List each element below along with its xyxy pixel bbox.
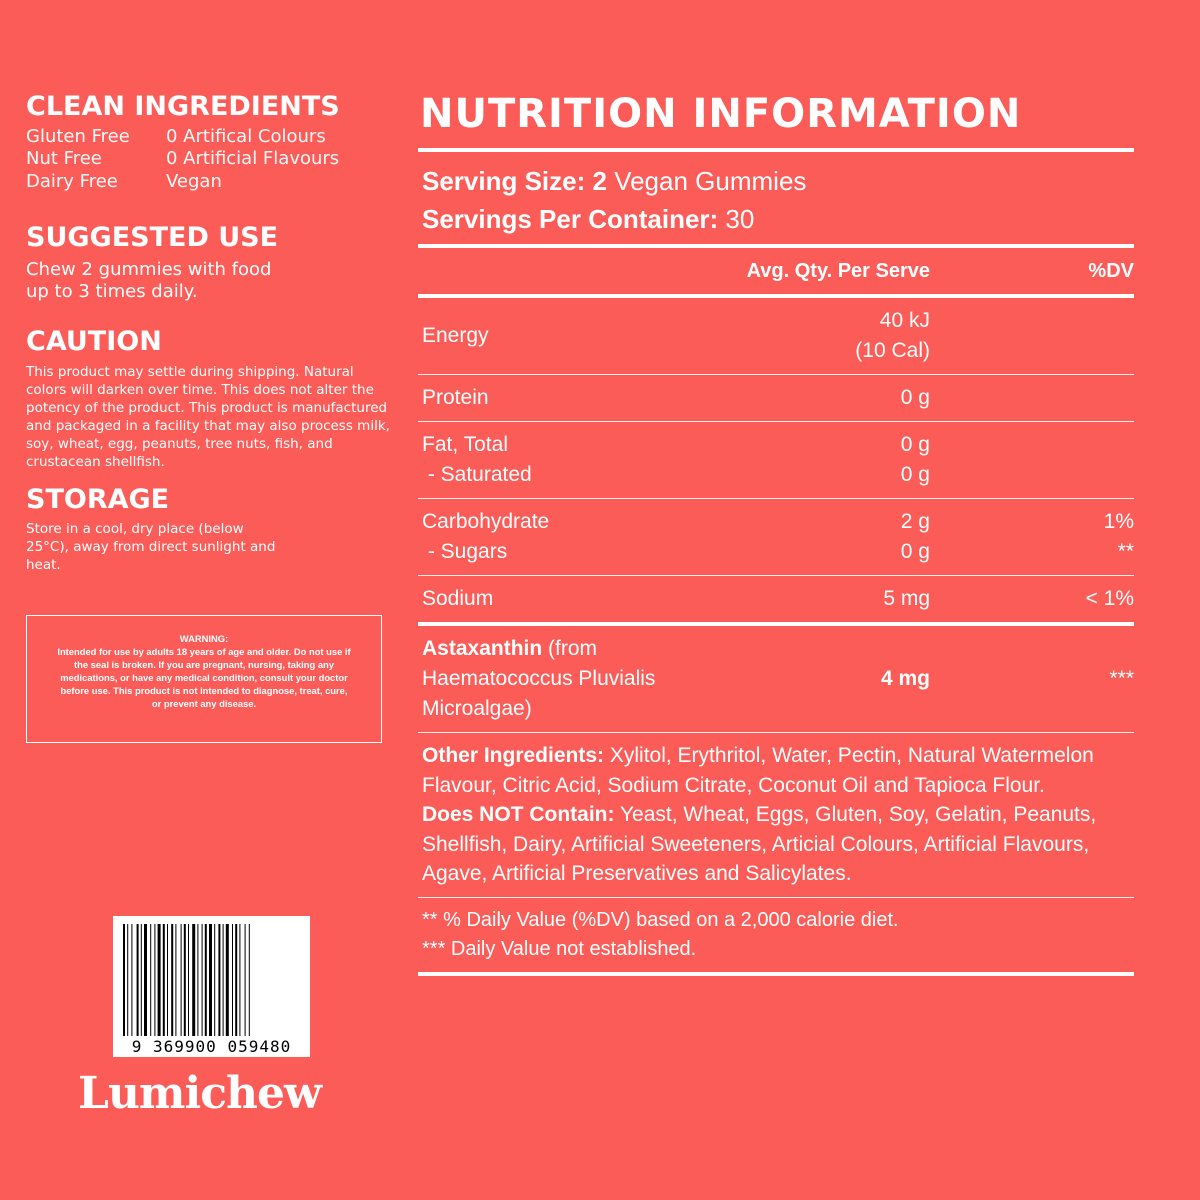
serving-info	[418, 152, 1134, 244]
clean-item: Gluten Free	[26, 125, 130, 147]
ingredients-section	[418, 733, 1134, 897]
sugars-dv: **	[1117, 540, 1134, 563]
barcode-number: 9 369900 059480	[113, 1037, 310, 1057]
saturated-qty: 0 g	[900, 463, 930, 486]
warning-box	[26, 615, 382, 743]
suggested-use-text: Chew 2 gummies with food up to 3 times daily.	[26, 258, 272, 302]
serving-size-label: Serving Size: 2	[422, 166, 607, 196]
astax-line2: Haematococcus Pluvialis	[422, 667, 656, 690]
sugars-qty: 0 g	[900, 540, 930, 563]
sodium-dv: < 1%	[1085, 587, 1134, 610]
divider	[418, 972, 1134, 976]
energy-label: Energy	[422, 324, 489, 347]
footnotes	[418, 898, 1134, 972]
serving-size-value: Vegan Gummies	[606, 166, 807, 196]
barcode	[113, 916, 310, 1057]
astax-line3: Microalgae)	[422, 697, 532, 720]
table-row-astaxanthin	[418, 626, 1134, 732]
protein-qty: 0 g	[900, 386, 930, 409]
table-row-fat	[418, 422, 1134, 498]
saturated-label: - Saturated	[422, 463, 532, 486]
brand-logo: Lumichew	[78, 1068, 321, 1119]
footnote-not-established: *** Daily Value not established.	[422, 937, 697, 960]
table-row-energy	[418, 298, 1134, 374]
table-header	[418, 248, 1134, 294]
storage-title: STORAGE	[26, 483, 170, 515]
clean-item: Dairy Free	[26, 170, 118, 192]
suggested-use-title: SUGGESTED USE	[26, 222, 279, 254]
table-row-carbohydrate	[418, 499, 1134, 575]
sodium-label: Sodium	[422, 587, 494, 610]
astax-qty: 4 mg	[880, 667, 930, 690]
fat-label: Fat, Total	[422, 433, 508, 456]
warning-text: Intended for use by adults 18 years of age and older. Do not use if the seal is broken. If you are pregnant, nursing, taking any medications, or have any medical condition, consult your doctor before use. This product is not intended to diagnose, treat, cure, or prevent any disease.	[57, 646, 351, 709]
table-row-protein	[418, 375, 1134, 421]
not-contain-text: Yeast, Wheat, Eggs, Gluten, Soy, Gelatin, Peanuts, Shellfish, Dairy, Artificial Sweeteners, Articial Colours, Artificial Flavours, Agave, Artificial Preservatives and Salicylates.	[422, 803, 1097, 885]
energy-cal: (10 Cal)	[855, 339, 930, 362]
fat-qty: 0 g	[900, 433, 930, 456]
protein-label: Protein	[422, 386, 489, 409]
storage-text: Store in a cool, dry place (below 25°C), away from direct sunlight and heat.	[26, 521, 276, 574]
sugars-label: - Sugars	[422, 540, 508, 563]
left-column	[26, 92, 406, 574]
header-dv: %DV	[1088, 260, 1134, 282]
clean-item: 0 Artificial Flavours	[166, 148, 340, 170]
nutrition-panel	[418, 90, 1134, 976]
caution-text: This product may settle during shipping. Natural colors will darken over time. This does not alter the potency of the product. This product is manufactured and packaged in a facility that may also process milk, soy, wheat, egg, peanuts, tree nuts, fish, and crustacean shellfish.	[26, 363, 390, 470]
carb-qty: 2 g	[900, 510, 930, 533]
energy-kj: 40 kJ	[879, 309, 930, 332]
clean-ingredients-list	[26, 126, 406, 194]
carb-dv: 1%	[1103, 510, 1134, 533]
other-ingredients-text: Xylitol, Erythritol, Water, Pectin, Natural Watermelon Flavour, Citric Acid, Sodium Citrate, Coconut Oil and Tapioca Flour.	[422, 744, 1094, 797]
warning-title: WARNING:	[179, 633, 229, 644]
carb-label: Carbohydrate	[422, 510, 550, 533]
caution-title: CAUTION	[26, 325, 162, 357]
nutrition-title: NUTRITION INFORMATION	[420, 91, 1022, 137]
clean-item: 0 Artifical Colours	[166, 125, 326, 147]
sodium-qty: 5 mg	[883, 587, 930, 610]
servings-value: 30	[718, 204, 755, 234]
clean-item: Nut Free	[26, 148, 102, 170]
astax-dv: ***	[1109, 667, 1134, 690]
barcode-bars	[113, 916, 310, 1057]
astax-label: Astaxanthin	[422, 637, 543, 660]
not-contain-label: Does NOT Contain:	[422, 803, 615, 826]
clean-item: Vegan	[166, 170, 222, 192]
table-row-sodium	[418, 576, 1134, 622]
astax-label-rest: (from	[542, 637, 598, 660]
clean-ingredients-title: CLEAN INGREDIENTS	[26, 91, 340, 122]
header-qty: Avg. Qty. Per Serve	[746, 260, 930, 282]
servings-label: Servings Per Container:	[422, 204, 719, 234]
footnote-dv: ** % Daily Value (%DV) based on a 2,000 calorie diet.	[422, 908, 899, 931]
other-ingredients-label: Other Ingredients:	[422, 744, 605, 767]
